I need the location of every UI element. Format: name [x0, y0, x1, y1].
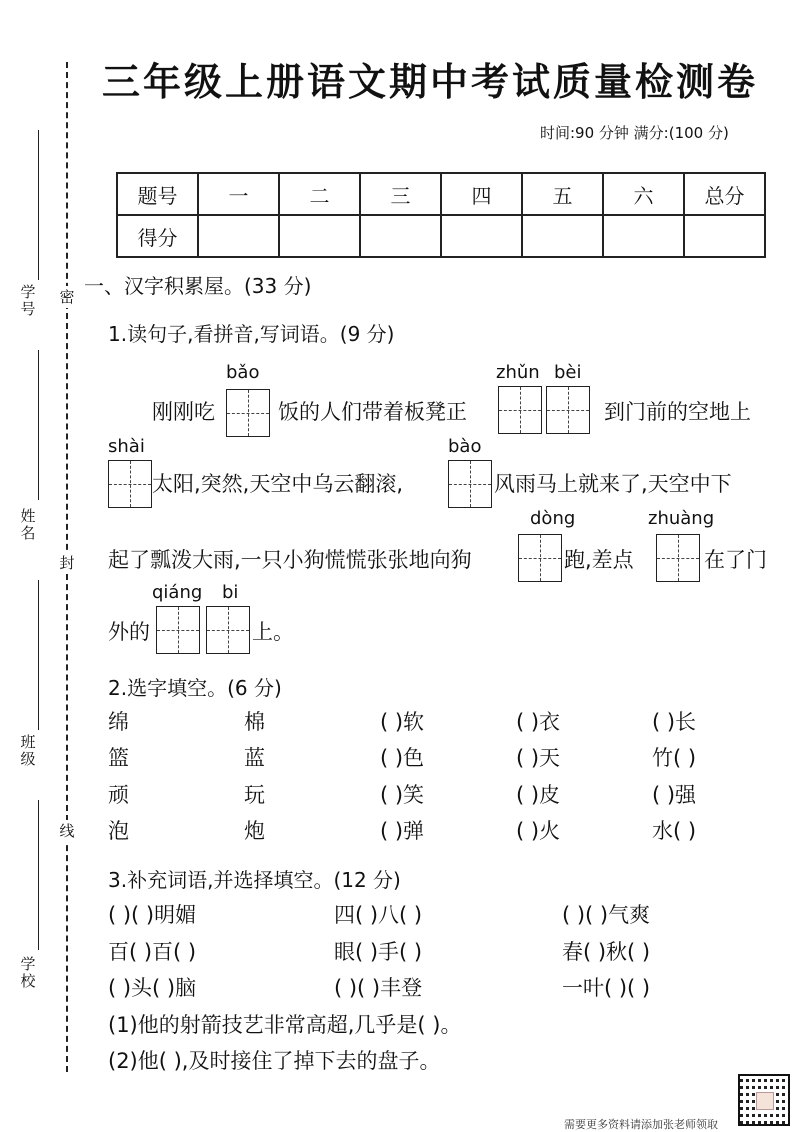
q2-char: 玩	[244, 783, 265, 807]
q2-blank[interactable]: ( )长	[652, 710, 697, 734]
school-line	[38, 800, 39, 950]
q1-text: 跑,差点	[564, 548, 634, 572]
q1-title: 1.读句子,看拼音,写词语。(9 分)	[108, 322, 395, 346]
q1-text: 刚刚吃	[152, 400, 215, 424]
score-cell: 四	[441, 173, 522, 215]
q3-idiom[interactable]: 眼( )手( )	[334, 940, 423, 964]
seal-feng: 封	[59, 554, 75, 572]
writing-box[interactable]	[108, 460, 152, 508]
score-table	[116, 172, 766, 258]
class-label: 班级	[20, 733, 36, 768]
footer-note: 需要更多资料请添加张老师领取	[564, 1118, 718, 1131]
score-input-cell[interactable]	[279, 215, 360, 257]
name-label: 姓名	[20, 507, 36, 542]
q2-char: 绵	[108, 710, 129, 734]
q1-text: 在了门	[704, 548, 767, 572]
score-cell: 总分	[684, 173, 765, 215]
score-cell: 一	[198, 173, 279, 215]
score-cell: 六	[603, 173, 684, 215]
q3-idiom[interactable]: 四( )八( )	[334, 903, 423, 927]
q3-idiom[interactable]: 春( )秋( )	[562, 940, 651, 964]
score-input-cell[interactable]	[441, 215, 522, 257]
qr-avatar-icon	[756, 1092, 774, 1110]
writing-box[interactable]	[656, 534, 700, 582]
score-input-cell[interactable]	[603, 215, 684, 257]
score-input-cell[interactable]	[198, 215, 279, 257]
name-line	[38, 350, 39, 500]
writing-box[interactable]	[546, 386, 590, 434]
page-title: 三年级上册语文期中考试质量检测卷	[102, 60, 759, 104]
writing-box[interactable]	[498, 386, 542, 434]
q2-blank[interactable]: ( )强	[652, 783, 697, 807]
q1-text: 外的	[108, 620, 150, 644]
q1-text: 上。	[252, 620, 294, 644]
q1-text: 风雨马上就来了,天空中下	[494, 472, 732, 496]
score-input-cell[interactable]	[360, 215, 441, 257]
q3-sentence[interactable]: (1)他的射箭技艺非常高超,几乎是( )。	[108, 1013, 462, 1037]
q2-blank[interactable]: ( )弹	[380, 819, 425, 843]
q2-blank[interactable]: ( )衣	[516, 710, 561, 734]
score-input-cell[interactable]	[684, 215, 765, 257]
q3-title: 3.补充词语,并选择填空。(12 分)	[108, 868, 401, 892]
pinyin-bei: bèi	[554, 362, 582, 383]
exam-meta: 时间:90 分钟 满分:(100 分)	[540, 124, 729, 142]
q1-text: 太阳,突然,天空中乌云翻滚,	[152, 472, 404, 496]
score-cell: 题号	[117, 173, 198, 215]
q2-char: 炮	[244, 819, 265, 843]
q3-idiom[interactable]: ( )头( )脑	[108, 976, 197, 1000]
q3-idiom[interactable]: 百( )百( )	[108, 940, 197, 964]
writing-box[interactable]	[518, 534, 562, 582]
seal-xian: 线	[59, 822, 75, 840]
pinyin-bi: bi	[222, 582, 239, 603]
q2-blank[interactable]: ( )笑	[380, 783, 425, 807]
q2-blank[interactable]: ( )皮	[516, 783, 561, 807]
q1-text: 到门前的空地上	[604, 400, 751, 424]
q2-char: 泡	[108, 819, 129, 843]
writing-box[interactable]	[448, 460, 492, 508]
q1-text: 起了瓢泼大雨,一只小狗慌慌张张地向狗	[108, 548, 472, 572]
student-id-line	[38, 130, 39, 280]
score-cell: 二	[279, 173, 360, 215]
section1-title: 一、汉字积累屋。(33 分)	[84, 274, 312, 298]
q2-char: 篮	[108, 746, 129, 770]
score-value-row	[117, 215, 765, 257]
pinyin-zhun: zhǔn	[496, 362, 540, 383]
q3-idiom[interactable]: ( )( )明媚	[108, 903, 197, 927]
writing-box[interactable]	[226, 389, 270, 437]
pinyin-dong: dòng	[530, 508, 576, 529]
score-header-row	[117, 173, 765, 215]
q2-blank[interactable]: 竹( )	[652, 746, 697, 770]
score-row-label: 得分	[117, 215, 198, 257]
class-line	[38, 580, 39, 730]
seal-mi: 密	[59, 288, 75, 306]
q3-idiom[interactable]: ( )( )气爽	[562, 903, 651, 927]
q2-blank[interactable]: ( )色	[380, 746, 425, 770]
q2-char: 顽	[108, 783, 129, 807]
pinyin-shai: shài	[108, 436, 145, 457]
q2-title: 2.选字填空。(6 分)	[108, 676, 282, 700]
score-cell: 三	[360, 173, 441, 215]
q2-blank[interactable]: ( )火	[516, 819, 561, 843]
score-cell: 五	[522, 173, 603, 215]
pinyin-bao: bǎo	[226, 362, 260, 383]
q2-blank[interactable]: ( )软	[380, 710, 425, 734]
q3-idiom[interactable]: 一叶( )( )	[562, 976, 651, 1000]
pinyin-qiang: qiáng	[152, 582, 203, 603]
q2-char: 蓝	[244, 746, 265, 770]
q2-blank[interactable]: 水( )	[652, 819, 697, 843]
q3-idiom[interactable]: ( )( )丰登	[334, 976, 423, 1000]
q2-char: 棉	[244, 710, 265, 734]
pinyin-bao2: bào	[448, 436, 482, 457]
school-label: 学校	[20, 955, 36, 990]
writing-box[interactable]	[156, 606, 200, 654]
q3-sentence[interactable]: (2)他( ),及时接住了掉下去的盘子。	[108, 1049, 441, 1073]
q1-text: 饭的人们带着板凳正	[278, 400, 467, 424]
writing-box[interactable]	[206, 606, 250, 654]
student-id-label: 学号	[20, 283, 36, 318]
q2-blank[interactable]: ( )天	[516, 746, 561, 770]
score-input-cell[interactable]	[522, 215, 603, 257]
pinyin-zhuang: zhuàng	[648, 508, 715, 529]
